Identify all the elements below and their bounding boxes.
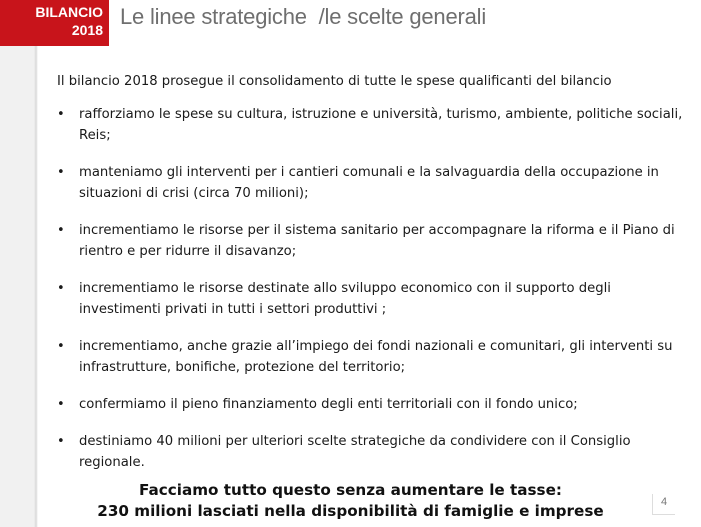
- list-item-text: incrementiamo, anche grazie all’impiego dei fondi nazionali e comunitari, gli interventi su infrastrutture, bonifiche, protezione del territorio;: [79, 339, 673, 375]
- left-decorative-strip: [0, 46, 38, 527]
- slide-title: Le linee strategiche /le scelte generali: [120, 4, 487, 29]
- list-item: [57, 104, 687, 146]
- bullet-icon: •: [57, 434, 65, 449]
- footer-headline: Facciamo tutto questo senza aumentare le tasse:: [139, 481, 562, 499]
- brand-line-2: 2018: [71, 22, 103, 38]
- list-item-text: destiniamo 40 milioni per ulteriori scelte strategiche da condividere con il Consiglio regionale.: [79, 434, 631, 470]
- list-item: [57, 394, 687, 415]
- list-item-text: rafforziamo le spese su cultura, istruzione e università, turismo, ambiente, politiche sociali, Reis;: [79, 107, 683, 143]
- bullet-icon: •: [57, 281, 65, 296]
- list-item-text: confermiamo il pieno finanziamento degli enti territoriali con il fondo unico;: [79, 397, 578, 412]
- list-item: [57, 220, 687, 262]
- list-item: [57, 278, 687, 320]
- bullet-list: [57, 104, 687, 473]
- list-item: [57, 336, 687, 378]
- list-item-text: incrementiamo le risorse destinate allo sviluppo economico con il supporto degli investimenti privati in tutti i settori produttivi ;: [79, 281, 611, 317]
- bullet-icon: •: [57, 223, 65, 238]
- footer-subline: 230 milioni lasciati nella disponibilità di famiglie e imprese: [97, 502, 604, 520]
- bullet-icon: •: [57, 165, 65, 180]
- list-item: [57, 162, 687, 204]
- intro-paragraph: Il bilancio 2018 prosegue il consolidamento di tutte le spese qualificanti del bilancio: [57, 74, 612, 89]
- page-number: 4: [652, 494, 675, 515]
- brand-line-1: BILANCIO: [35, 4, 103, 20]
- bullet-icon: •: [57, 339, 65, 354]
- slide-body: [57, 72, 687, 489]
- bullet-icon: •: [57, 397, 65, 412]
- list-item-text: incrementiamo le risorse per il sistema sanitario per accompagnare la riforma e il Piano di rientro e per ridurre il disavanzo;: [79, 223, 675, 259]
- list-item: [57, 431, 687, 473]
- bullet-icon: •: [57, 107, 65, 122]
- list-item-text: manteniamo gli interventi per i cantieri comunali e la salvaguardia della occupazione in situazioni di crisi (circa 70 milioni);: [79, 165, 659, 201]
- brand-badge: [0, 0, 109, 46]
